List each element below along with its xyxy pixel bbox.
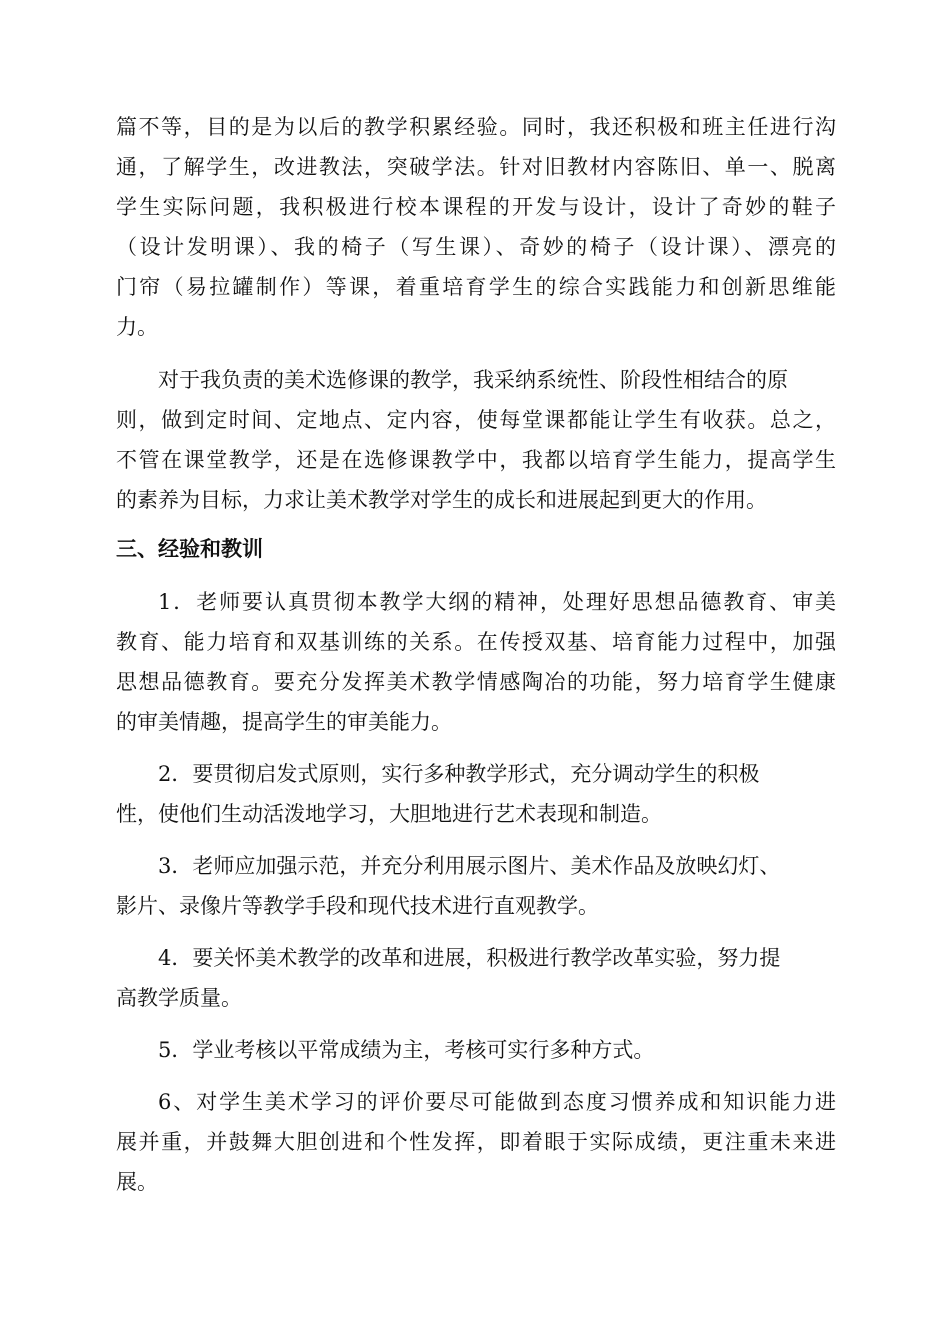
section-heading: 三、经验和教训	[116, 537, 263, 561]
text-line: 展并重，并鼓舞大胆创进和个性发挥，即着眼于实际成绩，更注重未来进	[116, 1130, 836, 1154]
text-line: 不管在课堂教学，还是在选修课教学中，我都以培育学生能力，提高学生	[116, 448, 836, 472]
text-line: 学生实际问题，我积极进行校本课程的开发与设计，设计了奇妙的鞋子	[116, 195, 836, 219]
text-line: 的素养为目标，力求让美术教学对学生的成长和进展起到更大的作用。	[116, 488, 767, 512]
text-line: 门帘（易拉罐制作）等课，着重培育学生的综合实践能力和创新思维能	[116, 275, 836, 299]
text-line: 通，了解学生，改进教法，突破学法。针对旧教材内容陈旧、单一、脱离	[116, 155, 836, 179]
text-line: 5．学业考核以平常成绩为主，考核可实行多种方式。	[158, 1038, 655, 1062]
text-line: 思想品德教育。要充分发挥美术教学情感陶冶的功能，努力培育学生健康	[116, 670, 836, 694]
text-line: 2．要贯彻启发式原则，实行多种教学形式，充分调动学生的积极	[158, 762, 760, 786]
text-line: 3．老师应加强示范，并充分利用展示图片、美术作品及放映幻灯、	[158, 854, 781, 878]
text-line: 力。	[116, 315, 158, 339]
text-line: 影片、录像片等教学手段和现代技术进行直观教学。	[116, 894, 599, 918]
text-line: 性，使他们生动活泼地学习，大胆地进行艺术表现和制造。	[116, 802, 662, 826]
text-line: 对于我负责的美术选修课的教学，我采纳系统性、阶段性相结合的原	[158, 368, 788, 392]
text-line: 的审美情趣，提高学生的审美能力。	[116, 710, 452, 734]
text-line: 高教学质量。	[116, 986, 242, 1010]
text-line: （设计发明课）、我的椅子（写生课）、奇妙的椅子（设计课）、漂亮的	[116, 235, 836, 259]
text-line: 篇不等，目的是为以后的教学积累经验。同时，我还积极和班主任进行沟	[116, 115, 836, 139]
text-line: 4．要关怀美术教学的改革和进展，积极进行教学改革实验，努力提	[158, 946, 781, 970]
text-line: 教育、能力培育和双基训练的关系。在传授双基、培育能力过程中，加强	[116, 630, 836, 654]
text-line: 则，做到定时间、定地点、定内容，使每堂课都能让学生有收获。总之，	[116, 408, 836, 432]
text-line: 展。	[116, 1170, 158, 1194]
text-line: 1．老师要认真贯彻本教学大纲的精神，处理好思想品德教育、审美	[158, 590, 836, 614]
text-line: 6、对学生美术学习的评价要尽可能做到态度习惯养成和知识能力进	[158, 1090, 836, 1114]
